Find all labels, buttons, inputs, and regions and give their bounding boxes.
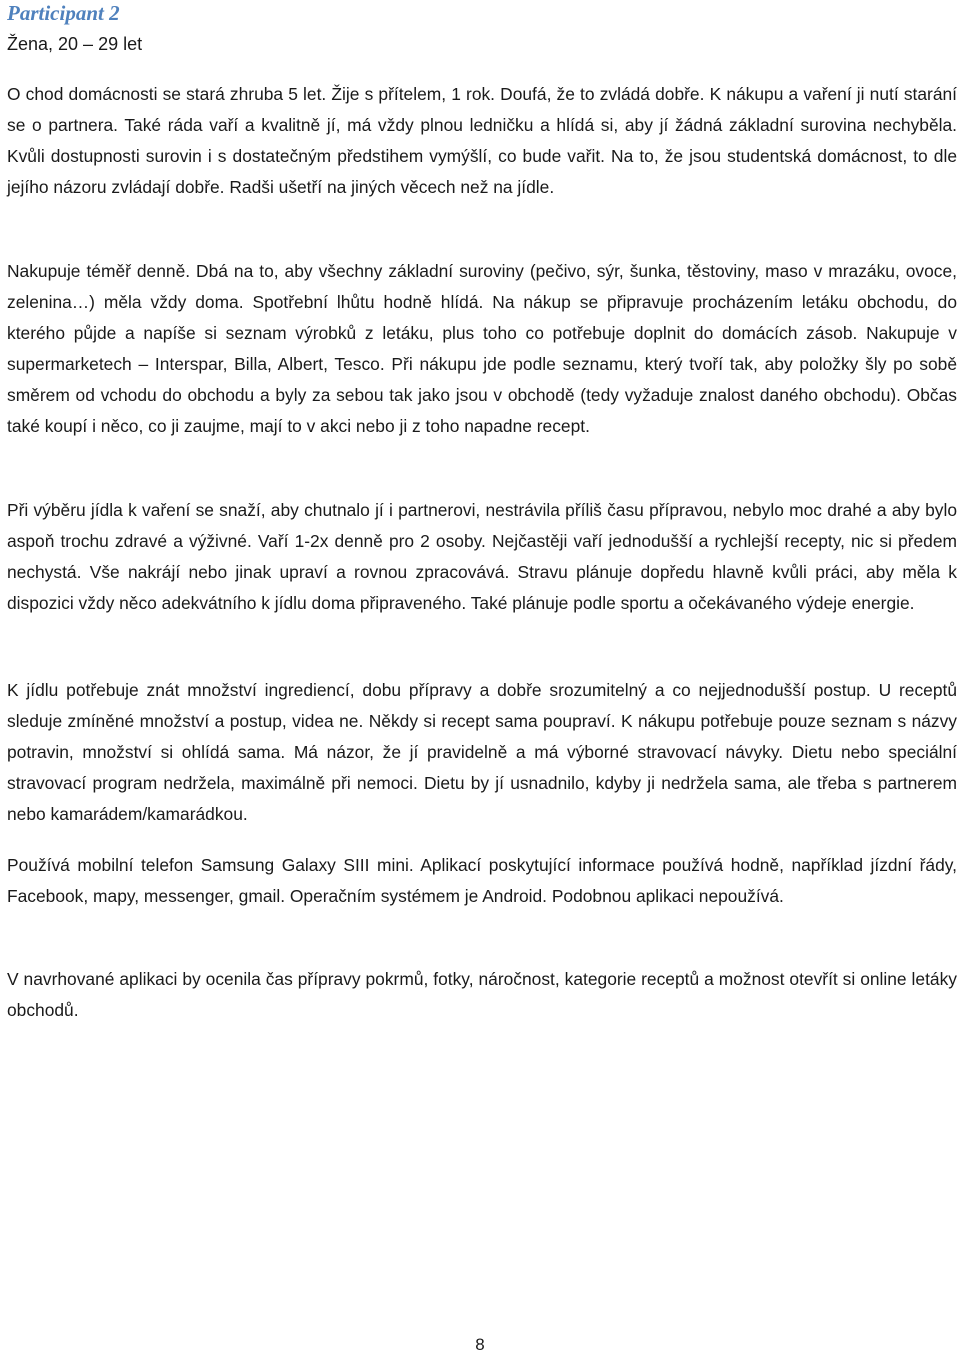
participant-heading: Participant 2 [7, 1, 120, 25]
paragraph-shopping: Nakupuje téměř denně. Dbá na to, aby všechny základní suroviny (pečivo, sýr, šunka, těstoviny, maso v mrazáku, ovoce, zelenina…) měla vždy doma. Spotřební lhůtu hodně hlídá. Na nákup se připravuje procházením letáku obchodu, do kterého půjde a napíše si seznam výrobků z letáku, plus toho co potřebuje doplnit do domácích zásob. Nakupuje v supermarketech – Interspar, Billa, Albert, Tesco. Při nákupu jde podle seznamu, který tvoří tak, aby položky šly po sobě směrem od vchodu do obchodu a byly za sebou tak jako jsou v obchodě (tedy vyžaduje znalost daného obchodu). Občas také koupí i něco, co ji zaujme, mají to v akci nebo ji z toho napadne recept. [7, 261, 957, 436]
page-number: 8 [475, 1335, 485, 1354]
paragraph-recipe-needs: K jídlu potřebuje znát množství ingrediencí, dobu přípravy a dobře srozumitelný a co nejjednodušší postup. U receptů sleduje zmíněné množství a postup, videa ne. Někdy si recept sama poupraví. K nákupu potřebuje pouze seznam s názvy potravin, množství si ohlídá sama. Má názor, že jí pravidelně a má výborné stravovací návyky. Dietu nebo speciální stravovací program nedržela, maximálně při nemoci. Dietu by jí usnadnilo, kdyby ji nedržela sama, ale třeba s partnerem nebo kamarádem/kamarádkou. [7, 680, 957, 824]
paragraph-household: O chod domácnosti se stará zhruba 5 let. Žije s přítelem, 1 rok. Doufá, že to zvládá dobře. K nákupu a vaření ji nutí starání se o partnera. Také ráda vaří a kvalitně jí, má vždy plnou ledničku a hlídá si, aby jí žádná základní surovina nechyběla. Kvůli dostupnosti surovin i s dostatečným předstihem vymýšlí, co bude vařit. Na to, že jsou studentská domácnost, to dle jejího názoru zvládají dobře. Radši ušetří na jiných věcech než na jídle. [7, 84, 957, 197]
participant-demographic: Žena, 20 – 29 let [7, 34, 143, 54]
paragraph-phone-usage: Používá mobilní telefon Samsung Galaxy SIII mini. Aplikací poskytující informace používá hodně, například jízdní řády, Facebook, mapy, messenger, gmail. Operačním systémem je Android. Podobnou aplikaci nepoužívá. [7, 855, 957, 906]
paragraph-app-features: V navrhované aplikaci by ocenila čas přípravy pokrmů, fotky, náročnost, kategorie receptů a možnost otevřít si online letáky obchodů. [7, 969, 957, 1020]
paragraph-meal-selection: Při výběru jídla k vaření se snaží, aby chutnalo jí i partnerovi, nestrávila příliš času přípravou, nebylo moc drahé a aby bylo aspoň trochu zdravé a výživné. Vaří 1-2x denně pro 2 osoby. Nejčastěji vaří jednodušší a rychlejší recepty, nic si předem nechystá. Vše nakrájí nebo jinak upraví a rovnou zpracovává. Stravu plánuje dopředu hlavně kvůli práci, aby měla k dispozici vždy něco adekvátního k jídlu doma připraveného. Také plánuje podle sportu a očekávaného výdeje energie. [7, 500, 957, 613]
